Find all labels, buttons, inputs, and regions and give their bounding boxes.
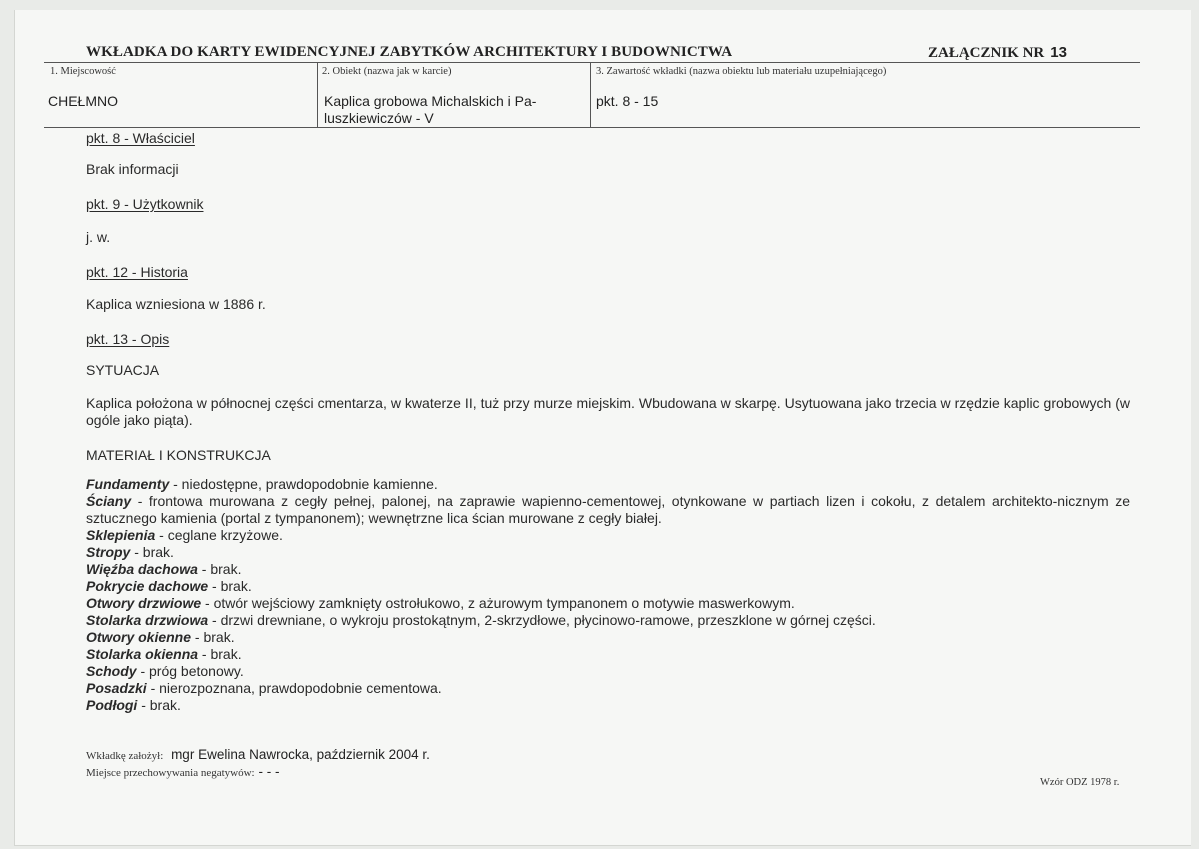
object-value-line-1: Kaplica grobowa Michalskich i Pa-	[324, 93, 537, 109]
annex-label	[928, 44, 1067, 62]
contents-label: 3. Zawartość wkładki (nazwa obiektu lub materiału uzupełniającego)	[596, 66, 887, 77]
column-divider-1	[317, 62, 318, 128]
material-item	[86, 544, 1130, 561]
material-text: - brak.	[208, 578, 252, 594]
material-item	[86, 595, 1130, 612]
material-text: - brak.	[137, 697, 181, 713]
form-model-note: Wzór ODZ 1978 r.	[1040, 777, 1120, 788]
negatives-line	[86, 763, 280, 782]
material-text: - brak.	[198, 646, 242, 662]
material-term: Więźba dachowa	[86, 561, 198, 577]
material-item	[86, 697, 1130, 714]
material-heading: MATERIAŁ I KONSTRUKCJA	[86, 447, 271, 463]
material-term: Otwory okienne	[86, 629, 192, 645]
object-value	[324, 93, 536, 127]
annex-label-text: ZAŁĄCZNIK NR	[928, 45, 1045, 61]
material-item	[86, 629, 1130, 646]
material-text: - otwór wejściowy zamknięty ostrołukowo, z ażurowym tympanonem o motywie maswerkowym.	[201, 595, 795, 611]
material-term: Schody	[86, 663, 137, 679]
material-text: - drzwi drewniane, o wykroju prostokątnym, 2-skrzydłowe, płycinowo-ramowe, przeszklone w górnej części.	[208, 612, 876, 628]
locality-label: 1. Miejscowość	[50, 66, 116, 77]
material-item	[86, 493, 1130, 527]
material-term: Stropy	[86, 544, 131, 560]
header-bottom-rule	[44, 127, 1140, 128]
author-value: mgr Ewelina Nawrocka, październik 2004 r.	[171, 747, 430, 762]
annex-number: 13	[1050, 44, 1067, 61]
locality-value: CHEŁMNO	[48, 93, 119, 109]
contents-value: pkt. 8 - 15	[596, 93, 659, 109]
material-item	[86, 476, 1130, 493]
header-top-rule	[44, 62, 1140, 63]
object-value-line-2: luszkiewiczów - V	[324, 110, 434, 126]
material-text: - brak.	[130, 544, 174, 560]
owner-heading: pkt. 8 - Właściciel	[86, 130, 195, 146]
material-item	[86, 612, 1130, 629]
material-text: - próg betonowy.	[136, 663, 244, 679]
material-term: Otwory drzwiowe	[86, 595, 202, 611]
material-text: - nierozpoznana, prawdopodobnie cementowa.	[146, 680, 442, 696]
material-item	[86, 663, 1130, 680]
user-heading: pkt. 9 - Użytkownik	[86, 196, 204, 212]
material-term: Ściany	[86, 493, 132, 509]
material-item	[86, 527, 1130, 544]
material-item	[86, 646, 1130, 663]
situation-text: Kaplica położona w północnej części cmentarza, w kwaterze II, tuż przy murze miejskim. Wbudowana w skarpę. Usytuowana jako trzecia w rzędzie kaplic grobowych (w ogóle jako piąta).	[86, 395, 1130, 428]
material-item	[86, 680, 1130, 697]
user-text: j. w.	[86, 229, 111, 245]
material-text: - frontowa murowana z cegły pełnej, palonej, na zaprawie wapienno-cementowej, otynkowane w partiach lizen i cokołu, z detalem architekto-nicznym ze sztucznego kamienia (portal z tympanonem); wewnętrzne lica ścian murowane z cegły białej.	[86, 493, 1130, 526]
material-item	[86, 578, 1130, 595]
material-term: Stolarka drzwiowa	[86, 612, 209, 628]
material-term: Stolarka okienna	[86, 646, 199, 662]
negatives-label: Miejsce przechowywania negatywów:	[86, 767, 255, 779]
materials-list	[86, 476, 1130, 714]
form-title: WKŁADKA DO KARTY EWIDENCYJNEJ ZABYTKÓW ARCHITEKTURY I BUDOWNICTWA	[86, 44, 733, 60]
material-term: Posadzki	[86, 680, 147, 696]
author-label: Wkładkę założył:	[86, 750, 164, 762]
material-term: Fundamenty	[86, 476, 170, 492]
material-text: - brak.	[191, 629, 235, 645]
material-text: - niedostępne, prawdopodobnie kamienne.	[169, 476, 438, 492]
negatives-value: - - -	[258, 764, 280, 779]
material-item	[86, 561, 1130, 578]
history-heading: pkt. 12 - Historia	[86, 264, 188, 280]
material-term: Sklepienia	[86, 527, 156, 543]
material-text: - brak.	[197, 561, 242, 577]
situation-heading: SYTUACJA	[86, 362, 160, 378]
history-text: Kaplica wzniesiona w 1886 r.	[86, 296, 266, 312]
material-term: Podłogi	[86, 697, 138, 713]
column-divider-2	[590, 62, 591, 128]
object-label: 2. Obiekt (nazwa jak w karcie)	[322, 66, 452, 77]
description-heading: pkt. 13 - Opis	[86, 331, 170, 347]
owner-text: Brak informacji	[86, 161, 179, 177]
material-term: Pokrycie dachowe	[86, 578, 209, 594]
material-text: - ceglane krzyżowe.	[155, 527, 283, 543]
